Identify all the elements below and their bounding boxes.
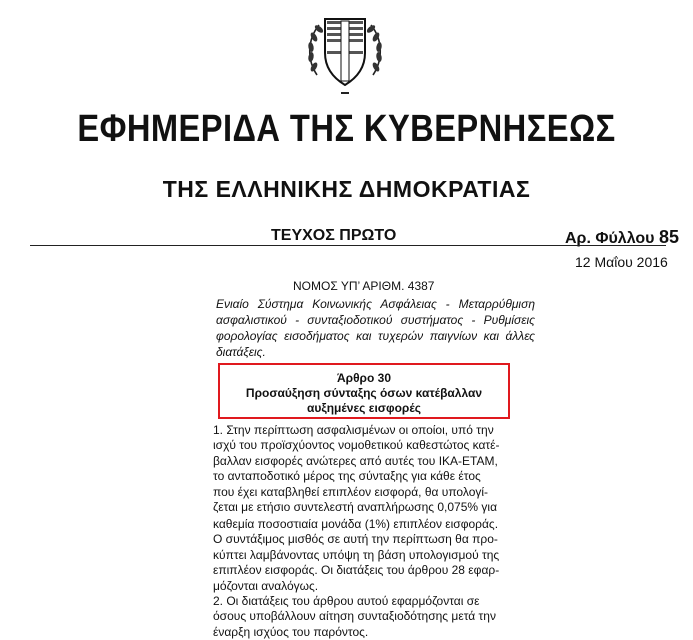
article-number: Άρθρο 30 xyxy=(336,371,391,385)
sheet-label: Αρ. Φύλλου xyxy=(565,230,655,247)
text-line: όσους υποβάλλουν αίτηση συνταξιοδότησης μετά την xyxy=(213,609,496,624)
sheet-number: 85 xyxy=(658,227,679,247)
text-line: ζεται με ετήσιο συντελεστή αναπλήρωσης 0,075% για xyxy=(213,500,498,515)
text-line: ισχύ του προϊσχύοντος νομοθετικού καθεστώτος κατέ- xyxy=(213,438,500,453)
text-line: μόζονται αναλόγως. xyxy=(213,578,319,593)
law-number: ΝΟΜΟΣ ΥΠ’ ΑΡΙΘΜ. 4387 xyxy=(293,279,435,293)
text-line: Ο συντάξιμος μισθός σε αυτή την περίπτωση θα προ- xyxy=(213,532,498,547)
text-line: βαλλαν εισφορές ανώτερες από αυτές του ΙΚΑ-ΕΤΑΜ, xyxy=(213,453,498,468)
text-line: το ανταποδοτικό μέρος της σύνταξης για κάθε έτος xyxy=(213,469,481,484)
article-highlight-box xyxy=(218,363,510,419)
gazette-subtitle: ΤΗΣ ΕΛΛΗΝΙΚΗΣ ΔΗΜΟΚΡΑΤΙΑΣ xyxy=(162,176,531,202)
article-paragraph-1 xyxy=(213,423,526,515)
gazette-title: ΕΦΗΜΕΡΙΔΑ ΤΗΣ ΚΥΒΕΡΝΗΣΕΩΣ xyxy=(77,108,616,150)
article-title-line-1: Προσαύξηση σύνταξης όσων κατέβαλλαν xyxy=(245,386,483,400)
text-line: επιπλέον εισφοράς. Οι διατάξεις του άρθρου 28 εφαρ- xyxy=(213,563,500,578)
issue-label: ΤΕΥΧΟΣ ΠΡΩΤΟ xyxy=(271,227,397,244)
header-divider xyxy=(30,245,666,246)
text-line: κύπτει λαμβάνοντας υπόψη τη βάση υπολογισμού της xyxy=(213,547,500,562)
publication-date: 12 Μαΐου 2016 xyxy=(575,254,668,270)
greek-coat-of-arms-emblem xyxy=(297,5,393,101)
article-title-line-2: αυξημένες εισφορές xyxy=(307,401,421,415)
text-line: έναρξη ισχύος του παρόντος. xyxy=(213,624,369,639)
text-line: που έχει καταβληθεί επιπλέον εισφορά, θα υπολογί- xyxy=(213,484,489,499)
article-paragraph-2 xyxy=(213,517,526,640)
text-line: καθεμία ποσοστιαία μονάδα (1%) επιπλέον εισφοράς. xyxy=(213,517,499,531)
text-line: 1. Στην περίπτωση ασφαλισμένων οι οποίοι, υπό την xyxy=(213,423,494,437)
law-summary: Ενιαίο Σύστημα Κοινωνικής Ασφάλειας - Μεταρρύθμιση ασφαλιστικού - συνταξιοδοτικού συστήματος - Ρυθμίσεις φορολογίας εισοδήματος και τυχερών παιγνίων και άλλες διατάξεις. xyxy=(216,297,535,359)
text-line: 2. Οι διατάξεις του άρθρου αυτού εφαρμόζονται σε xyxy=(213,594,480,609)
